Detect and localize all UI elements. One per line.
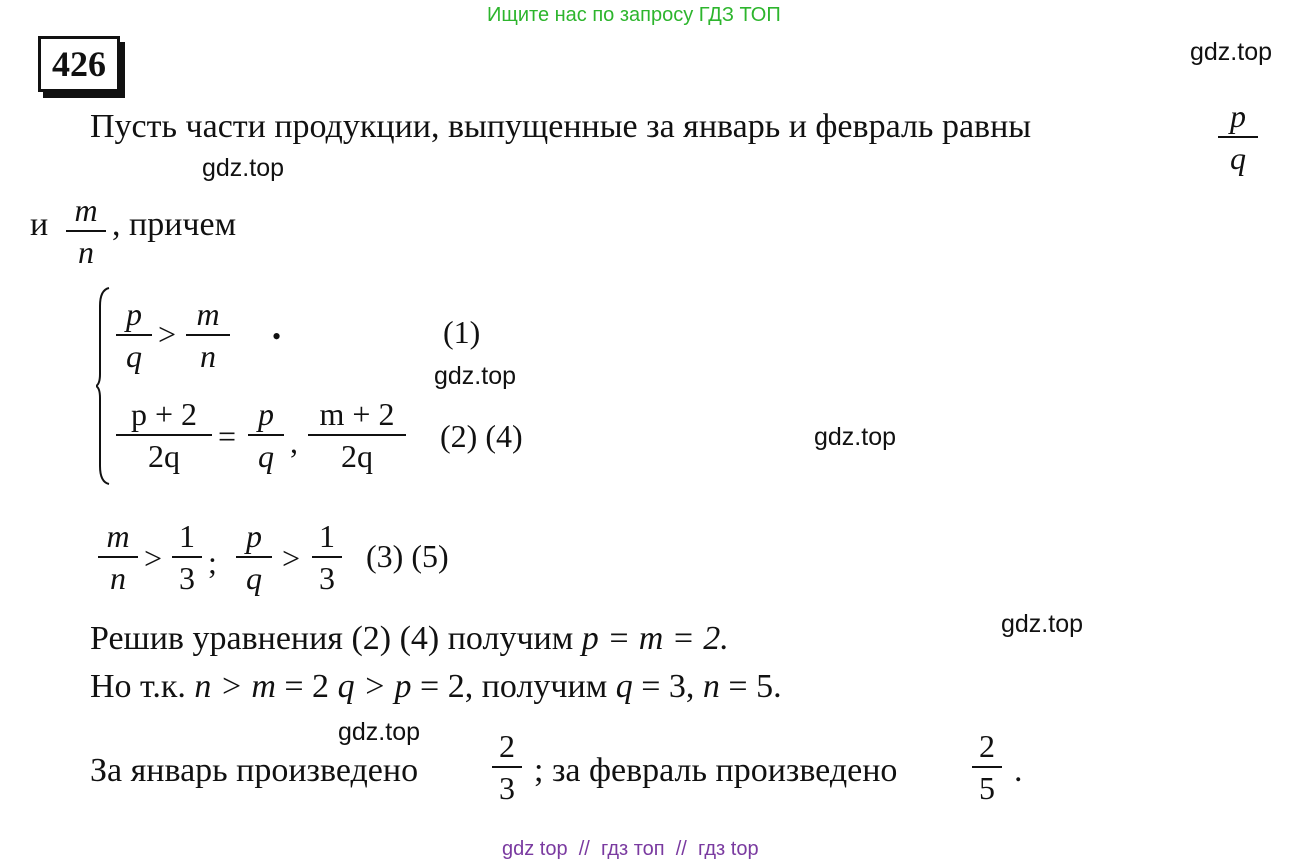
watermark: gdz.top <box>1001 610 1084 638</box>
numerator: 2 <box>979 728 995 764</box>
numerator: m <box>106 518 130 554</box>
denominator: q <box>126 338 142 374</box>
watermark: gdz.top <box>814 423 897 451</box>
fraction-bar <box>308 434 406 436</box>
cond-text-1: Но т.к. <box>90 668 195 705</box>
fraction-bar <box>186 334 230 336</box>
sys-frac-m-n <box>186 296 230 374</box>
fraction-bar <box>172 556 202 558</box>
answer-frac-2-3 <box>492 728 522 806</box>
equation-label-1: (1) <box>443 314 481 350</box>
numerator: p <box>246 518 262 554</box>
cond-text-4: = 3, <box>632 668 703 705</box>
comma: , <box>290 424 298 460</box>
watermark: gdz.top <box>338 718 421 746</box>
fraction-bar <box>312 556 342 558</box>
fraction-bar <box>1218 136 1258 138</box>
sys-frac-p-q <box>116 296 152 374</box>
numerator: 1 <box>319 518 335 554</box>
ineq-frac-m-n <box>98 518 138 596</box>
cond-var-4: n <box>702 668 720 705</box>
cond-text-5: = 5. <box>719 668 782 705</box>
cond-text-3: = 2, получим <box>411 668 616 705</box>
inequality-labels: (3) (5) <box>366 538 449 574</box>
condition-line <box>90 668 782 706</box>
cond-text-2: = 2 <box>275 668 338 705</box>
fraction-bar <box>248 434 284 436</box>
top-banner: Ищите нас по запросу ГДЗ ТОП <box>487 4 781 26</box>
numerator: p <box>126 296 142 332</box>
denominator: 3 <box>319 560 335 596</box>
numerator: m + 2 <box>319 396 395 432</box>
answer-frac-2-5 <box>972 728 1002 806</box>
denominator: 2q <box>341 438 373 474</box>
ineq-frac-1-3 <box>172 518 202 596</box>
numerator: p <box>258 396 274 432</box>
denominator: 5 <box>979 770 995 806</box>
numerator: 2 <box>499 728 515 764</box>
equation-label-2: (2) (4) <box>440 418 523 454</box>
cond-var-3: q <box>615 668 633 705</box>
denominator: 2q <box>148 438 180 474</box>
answer-period: . <box>1014 752 1023 789</box>
numerator: m <box>196 296 220 332</box>
fraction-bar <box>236 556 272 558</box>
intro-line: Пусть части продукции, выпущенные за январь и февраль равны <box>90 108 1032 145</box>
numerator: p <box>1230 98 1246 134</box>
footer-links: gdz top // гдз топ // гдз top <box>502 838 759 860</box>
denominator: q <box>258 438 274 474</box>
numerator: 1 <box>179 518 195 554</box>
cond-var-1: n > m <box>194 668 276 705</box>
fraction-bar <box>116 334 152 336</box>
equals-sign: = <box>218 418 237 454</box>
denominator: n <box>110 560 126 596</box>
denominator: 3 <box>499 770 515 806</box>
sys-frac-p2-2q <box>116 396 212 474</box>
and-word: и <box>30 206 49 243</box>
bullet-dot: • <box>272 322 282 351</box>
denominator: q <box>1230 140 1246 176</box>
sys-frac-p-q-2 <box>248 396 284 474</box>
fraction-bar <box>116 434 212 436</box>
solve-text: Решив уравнения (2) (4) получим <box>90 620 582 657</box>
numerator: p + 2 <box>130 396 198 432</box>
problem-number: 426 <box>38 36 120 92</box>
fraction-bar <box>66 230 106 232</box>
answer-text-january: За январь произведено <box>90 752 419 789</box>
greater-sign: > <box>282 540 301 576</box>
fraction-bar <box>972 766 1002 768</box>
system-brace <box>96 286 110 486</box>
greater-sign: > <box>144 540 163 576</box>
greater-sign: > <box>158 316 177 352</box>
watermark: gdz.top <box>202 154 285 182</box>
whereby-word: , причем <box>112 206 237 243</box>
semicolon: ; <box>208 544 217 580</box>
watermark: gdz.top <box>434 362 517 390</box>
solve-line <box>90 620 729 658</box>
solve-vars: p = m = 2. <box>581 620 729 657</box>
denominator: n <box>200 338 216 374</box>
watermark: gdz.top <box>1190 38 1273 66</box>
fraction-m-over-n <box>66 192 106 270</box>
denominator: 3 <box>179 560 195 596</box>
sys-frac-m2-2q <box>308 396 406 474</box>
fraction-bar <box>98 556 138 558</box>
answer-text-february: ; за февраль произведено <box>534 752 898 789</box>
numerator: m <box>74 192 98 228</box>
fraction-bar <box>492 766 522 768</box>
ineq-frac-1-3-b <box>312 518 342 596</box>
cond-var-2: q > p <box>337 668 412 705</box>
denominator: q <box>246 560 262 596</box>
denominator: n <box>78 234 94 270</box>
ineq-frac-p-q <box>236 518 272 596</box>
fraction-p-over-q <box>1218 98 1258 176</box>
